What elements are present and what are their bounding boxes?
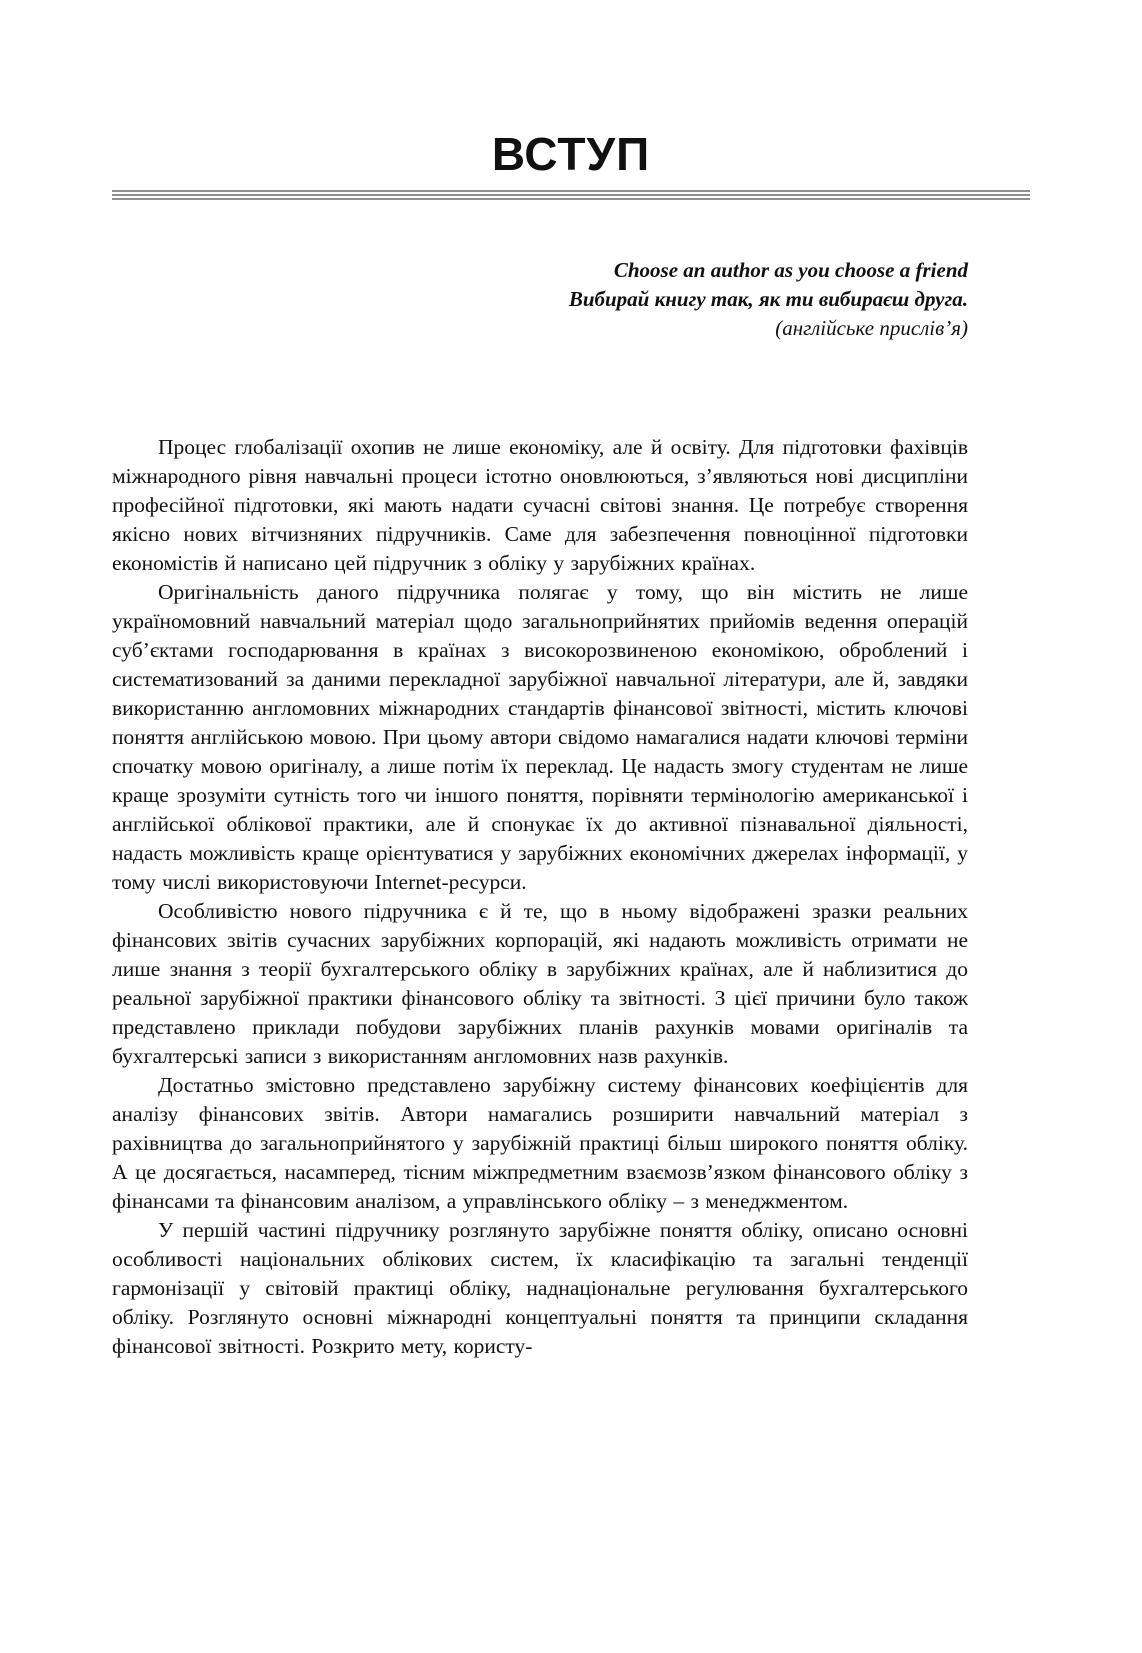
paragraph-3: Особливістю нового підручника є й те, що в ньому відображені зразки реальних фінансових звітів сучасних зарубіжних корпорацій, які надають можливість отримати не лише знання з теорії бухгалтерського обліку в зарубіжних країнах, але й наблизитися до реальної зарубіжної практики фінансового обліку та звітності. З цієї причини було також представлено приклади побудови зарубіжних планів рахунків мовами оригіналів та бухгалтерські записи з використанням англомовних назв рахунків.	[112, 899, 968, 1068]
paragraph-5: У першій частині підручнику розглянуто зарубіжне поняття обліку, описано основні особливості національних облікових систем, їх класифікацію та загальні тенденції гармонізації у світовій практиці обліку, наднаціональне регулювання бухгалтерського обліку. Розглянуто основні міжнародні концептуальні поняття та принципи складання фінансової звітності. Розкрито мету, користу-	[112, 1218, 968, 1358]
paragraph-4: Достатньо змістовно представлено зарубіжну систему фінансових коефіцієнтів для аналізу фінансових звітів. Автори намагались розширити навчальний матеріал з рахівництва до загальноприйнятого у зарубіжній практиці більш широкого поняття обліку. А це досягається, насамперед, тісним міжпредметним взаємозв’язком фінансового обліку з фінансами та фінансовим аналізом, а управлінського обліку – з менеджментом.	[112, 1073, 968, 1213]
epigraph	[112, 256, 968, 343]
paragraph-1: Процес глобалізації охопив не лише економіку, але й освіту. Для підготовки фахівців міжнародного рівня навчальні процеси істотно оновлюються, з’являються нові дисципліни професійної підготовки, які мають надати сучасні світові знання. Це потребує створення якісно нових вітчизняних підручників. Саме для забезпечення повноцінної підготовки економістів й написано цей підручник з обліку у зарубіжних країнах.	[112, 435, 968, 575]
body-text	[112, 433, 968, 1361]
epigraph-source-line: (англійське прислів’я)	[775, 316, 968, 340]
decorative-rule	[112, 190, 1030, 200]
paragraph-2: Оригінальність даного підручника полягає у тому, що він містить не лише україномовний навчальний матеріал щодо загальноприйнятих прийомів ведення операцій суб’єктами господарювання в країнах з високорозвиненою економікою, оброблений і систематизований за даними перекладної зарубіжної навчальної літератури, але й, завдяки використанню англомовних міжнародних стандартів фінансової звітності, містить ключові поняття англійською мовою. При цьому автори свідомо намагалися надати ключові терміни спочатку мовою оригіналу, а лише потім їх переклад. Це надасть змогу студентам не лише краще зрозуміти сутність того чи іншого поняття, порівняти термінологію американської і англійської облікової практики, але й спонукає їх до активної пізнавальної діяльності, надасть можливість краще орієнтуватися у зарубіжних економічних джерелах інформації, у тому числі використовуючи Internet-ресурси.	[112, 580, 968, 894]
epigraph-english-line: Choose an author as you choose a friend	[613, 258, 968, 282]
page-title: ВСТУП	[491, 128, 651, 180]
epigraph-ukrainian-line: Вибирай книгу так, як ти вибираєш друга.	[568, 287, 968, 311]
